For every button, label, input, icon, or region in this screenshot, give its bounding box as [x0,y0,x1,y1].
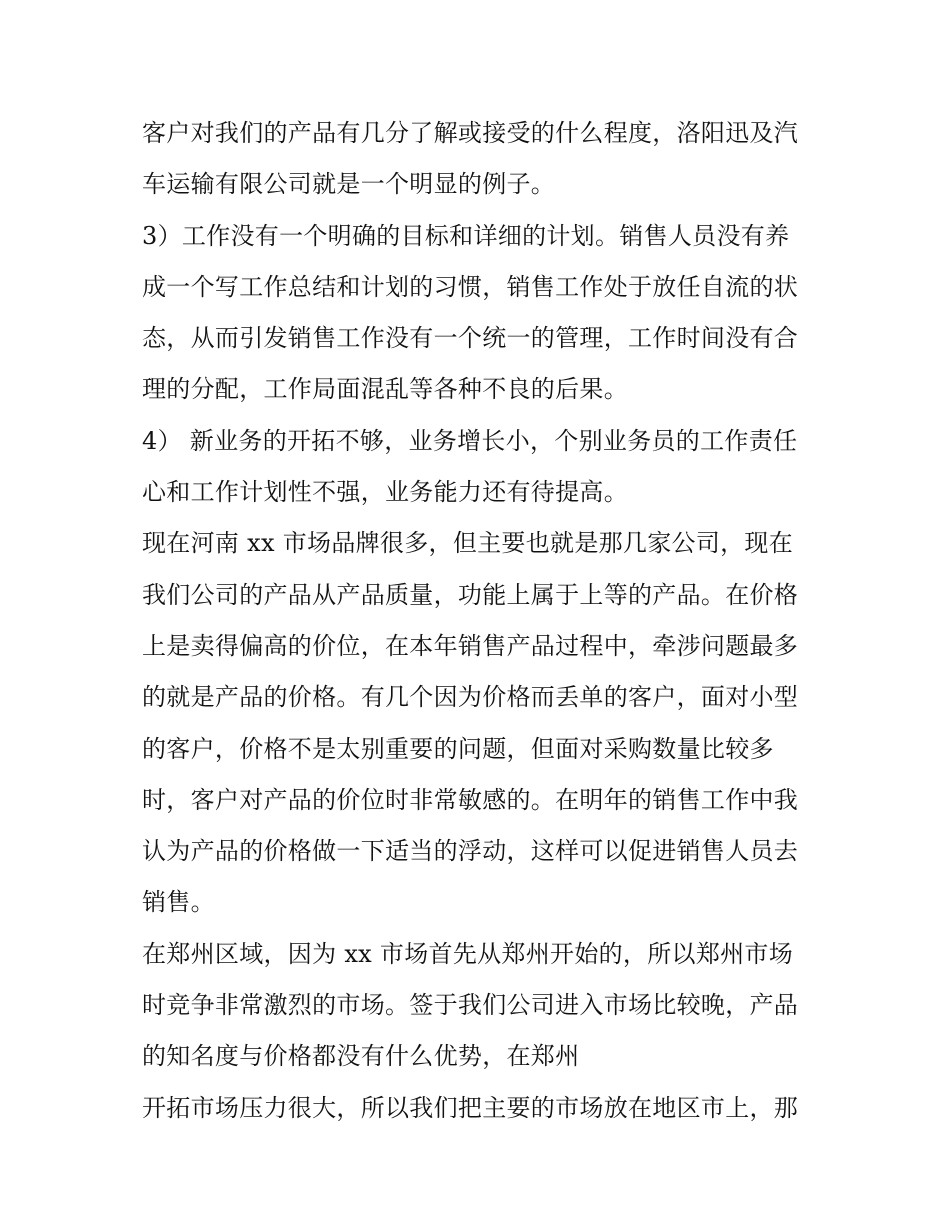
text-line: 理的分配，工作局面混乱等各种不良的后果。 [142,375,628,404]
text-line: 4） 新业务的开拓不够，业务增长小，个别业务员的工作责任 [142,426,798,455]
text-line: 时，客户对产品的价位时非常敏感的。在明年的销售工作中我 [142,785,799,814]
text-line: 的知名度与价格都没有什么优势，在郑州 [142,1042,580,1071]
text-line: 车运输有限公司就是一个明显的例子。 [142,170,556,199]
text-line: 的客户，价格不是太别重要的问题，但面对采购数量比较多 [142,734,774,763]
text-line: 认为产品的价格做一下适当的浮动，这样可以促进销售人员去 [142,837,799,866]
text-line: 我们公司的产品从产品质量，功能上属于上等的产品。在价格 [142,580,799,609]
text-line: 的就是产品的价格。有几个因为价格而丢单的客户，面对小型 [142,683,799,712]
text-line: 开拓市场压力很大，所以我们把主要的市场放在地区市上，那 [142,1093,799,1122]
text-line: 现在河南 xx 市场品牌很多，但主要也就是那几家公司，现在 [142,529,794,558]
text-line: 态，从而引发销售工作没有一个统一的管理，工作时间没有合 [142,324,799,353]
text-line: 上是卖得偏高的价位，在本年销售产品过程中，牵涉问题最多 [142,631,799,660]
text-line: 成一个写工作总结和计划的习惯，销售工作处于放任自流的状 [142,272,799,301]
text-line: 客户对我们的产品有几分了解或接受的什么程度，洛阳迅及汽 [142,119,799,147]
text-line: 在郑州区域，因为 xx 市场首先从郑州开始的，所以郑州市场 [142,939,794,968]
text-line: 时竞争非常激烈的市场。签于我们公司进入市场比较晚，产品 [142,991,799,1020]
text-line: 3）工作没有一个明确的目标和详细的计划。销售人员没有养 [142,221,790,250]
body-text [142,108,822,1134]
text-line: 心和工作计划性不强，业务能力还有待提高。 [142,478,628,507]
text-line: 销售。 [142,888,215,917]
